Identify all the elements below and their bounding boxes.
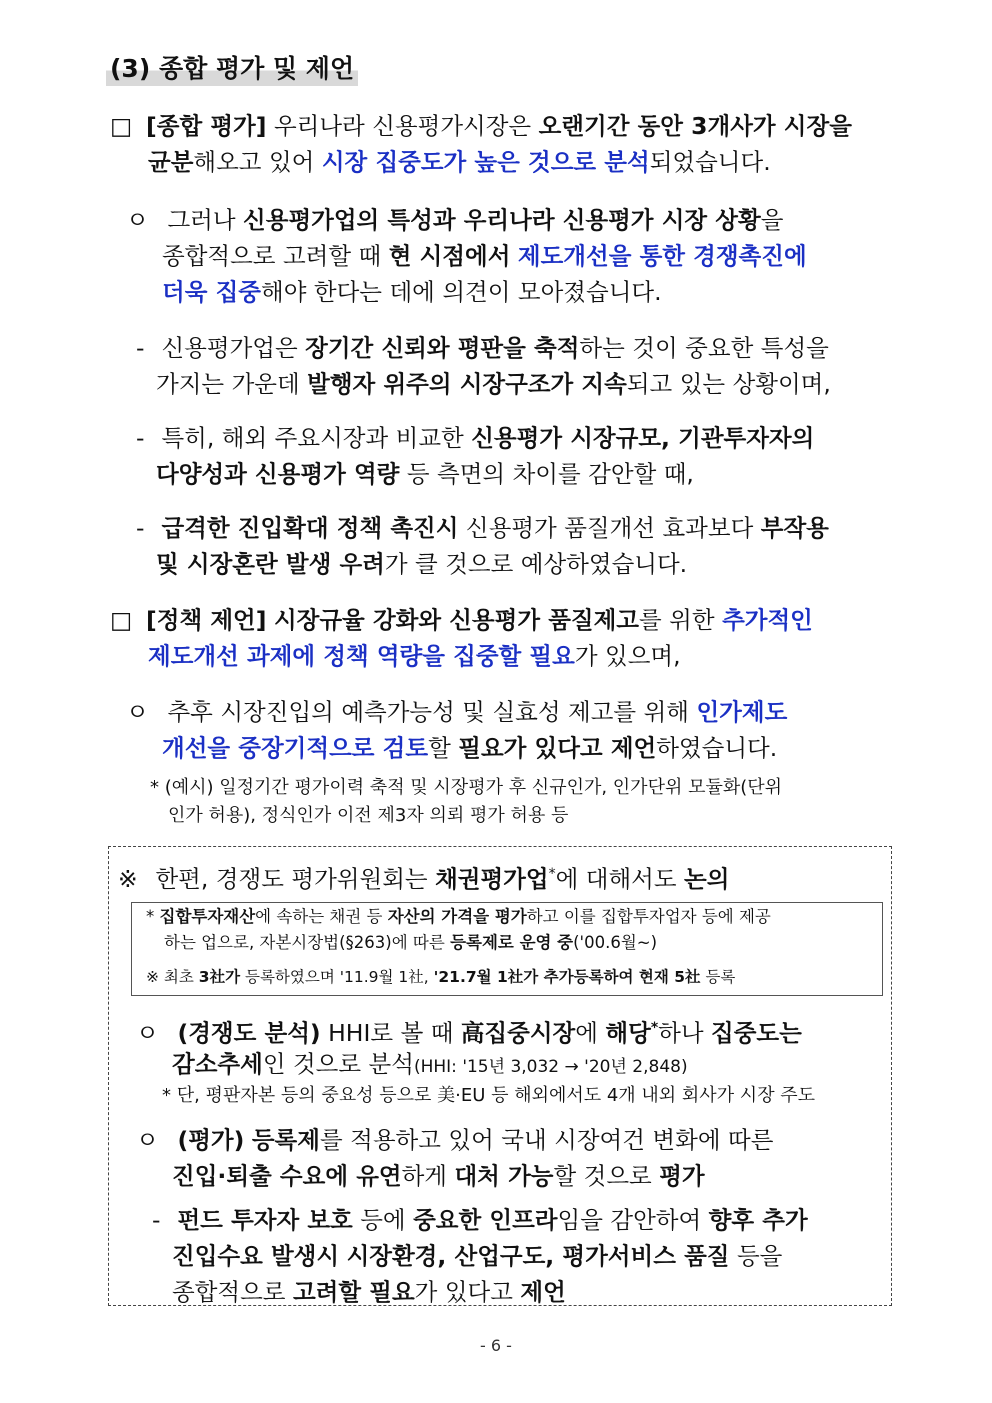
box-circle-paragraph-2: ㅇ (평가) 등록제를 적용하고 있어 국내 시장여건 변화에 따른 진입·퇴출 수요에 유연하게 대처 가능할 것으로 평가 [136, 1122, 773, 1194]
dash-bullet-icon: - [136, 334, 145, 362]
footnote-example: * (예시) 일정기간 평가이력 축적 및 시장평가 후 신규인가, 인가단위 모듈화(단위 인가 허용), 정식인가 이전 제3자 의뢰 평가 허용 등 [150, 777, 783, 826]
bond-valuation-definition: * 집합투자재산에 속하는 채권 등 자산의 가격을 평가하고 이를 집합투자업자 등에 제공 하는 업으로, 자본시장법(§263)에 따른 등록제로 운영 중('00.6월~) ※ 최초 3社가 등록하였으며 '11.9월 1社, '21.7월 1社가 추가등록하여 현재 5社 등록 [146, 907, 771, 986]
policy-heading: [정책 제언] [146, 606, 267, 634]
page-number: - 6 - [480, 1336, 512, 1355]
dash-bullet-icon: - [136, 514, 145, 542]
circle-bullet-icon: ㅇ [126, 206, 149, 234]
summary-heading: [종합 평가] [146, 112, 267, 140]
circle-bullet-icon: ㅇ [136, 1018, 159, 1047]
square-bullet-icon: □ [110, 112, 133, 140]
reference-mark-icon: ※ [118, 864, 138, 893]
dash-paragraph-1: - 신용평가업은 장기간 신뢰와 평판을 축적하는 것이 중요한 특성을 가지는 가운데 발행자 위주의 시장구조가 지속되고 있는 상황이며, [136, 330, 831, 402]
circle-bullet-icon: ㅇ [136, 1126, 159, 1154]
section-title: (3) 종합 평가 및 제언 [106, 52, 358, 86]
square-bullet-icon: □ [110, 606, 133, 634]
box-lead-line: ※ 한편, 경쟁도 평가위원회는 채권평가업*에 대해서도 논의 [118, 856, 729, 892]
circle-paragraph-1: ㅇ 그러나 신용평가업의 특성과 우리나라 신용평가 시장 상황을 종합적으로 고려할 때 현 시점에서 제도개선을 통한 경쟁촉진에 더욱 집중해야 한다는 데에 의견이 모아졌습니다. [126, 202, 807, 310]
dash-paragraph-3: - 급격한 진입확대 정책 촉진시 신용평가 품질개선 효과보다 부작용 및 시장혼란 발생 우려가 클 것으로 예상하였습니다. [136, 510, 829, 582]
circle-paragraph-2: ㅇ 추후 시장진입의 예측가능성 및 실효성 제고를 위해 인가제도 개선을 중장기적으로 검토할 필요가 있다고 제언하였습니다. [126, 694, 787, 766]
policy-paragraph: □ [정책 제언] 시장규율 강화와 신용평가 품질제고를 위한 추가적인 제도개선 과제에 정책 역량을 집중할 필요가 있으며, [110, 602, 813, 674]
box-dash-paragraph: - 펀드 투자자 보호 등에 중요한 인프라임을 감안하여 향후 추가 진입수요 발생시 시장환경, 산업구도, 평가서비스 품질 등을 종합적으로 고려할 필요가 있다고 제언 [152, 1202, 808, 1310]
summary-paragraph: □ [종합 평가] 우리나라 신용평가시장은 오랜기간 동안 3개사가 시장을 균분해오고 있어 시장 집중도가 높은 것으로 분석되었습니다. [110, 108, 852, 180]
dash-bullet-icon: - [152, 1206, 161, 1234]
box-footnote: * 단, 평판자본 등의 중요성 등으로 美·EU 등 해외에서도 4개 내외 회사가 시장 주도 [162, 1085, 816, 1106]
box-circle-paragraph-1: ㅇ (경쟁도 분석) HHI로 볼 때 高집중시장에 해당*하나 집중도는 감소추세인 것으로 분석(HHI: '15년 3,032 → '20년 2,848) [136, 1010, 802, 1082]
dash-paragraph-2: - 특히, 해외 주요시장과 비교한 신용평가 시장규모, 기관투자자의 다양성과 신용평가 역량 등 측면의 차이를 감안할 때, [136, 420, 814, 492]
circle-bullet-icon: ㅇ [126, 698, 149, 726]
dash-bullet-icon: - [136, 424, 145, 452]
